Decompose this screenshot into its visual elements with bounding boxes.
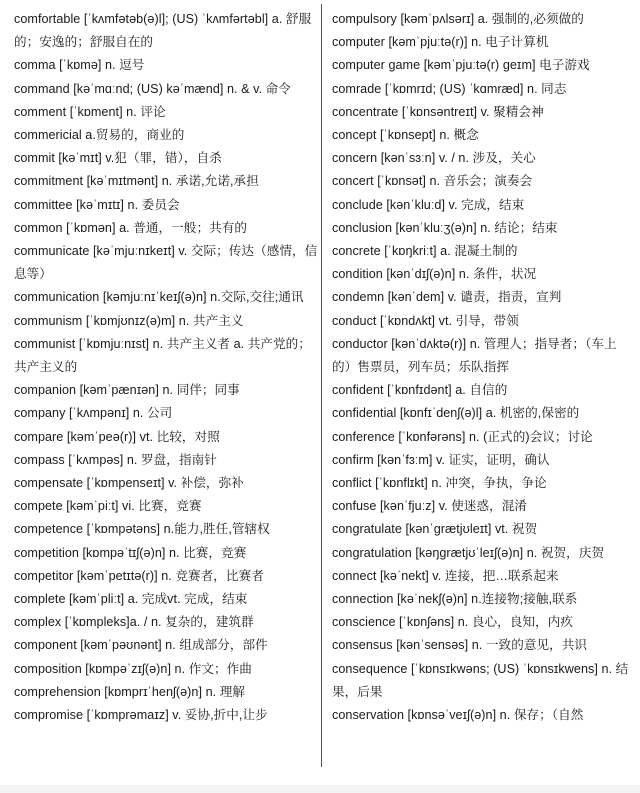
vocab-entry: commitment [kəˈmɪtmənt] n. 承诺,允诺,承担 [14, 174, 259, 189]
vocab-entry: compete [kəmˈpiːt] vi. 比赛，竞赛 [14, 499, 202, 514]
vocab-entry: concept [ˈkɒnsept] n. 概念 [332, 128, 479, 143]
vocab-entry: concert [ˈkɒnsət] n. 音乐会；演奏会 [332, 174, 533, 189]
vocab-entry: compensate [ˈkɒmpenseɪt] v. 补偿，弥补 [14, 476, 244, 491]
vocab-entry: conductor [kənˈdʌktə(r)] n. 管理人；指导者；（车上的）售票员，列车员；乐队指挥 [332, 336, 617, 375]
vocab-entry: companion [kəmˈpænɪən] n. 同伴；同事 [14, 383, 240, 398]
vocab-entry: condemn [kənˈdem] v. 谴责，指责，宣判 [332, 290, 562, 305]
vocab-entry: consequence [ˈkɒnsɪkwəns; (US) ˈkɒnsɪkwens] n. 结果，后果 [332, 661, 629, 699]
vocab-entry: connect [kəˈnekt] v. 连接，把…联系起来 [332, 568, 559, 583]
vocab-entry: composition [kɒmpəˈzɪʃ(ə)n] n. 作文；作曲 [14, 661, 252, 676]
vocab-entry: communicate [kəˈmjuːnɪkeɪt] v. 交际；传达（感情，信息等） [14, 244, 318, 282]
vocab-entry: congratulate [kənˈɡrætjʊleɪt] vt. 祝贺 [332, 522, 538, 537]
left-column [14, 8, 319, 727]
vocab-entry: communist [ˈkɒmjuːnɪst] n. 共产主义者 a. 共产党的；共产主义的 [14, 336, 311, 375]
vocab-entry: compare [kəmˈpeə(r)] vt. 比较，对照 [14, 429, 220, 444]
vocab-entry: communism [ˈkɒmjʊnɪz(ə)m] n. 共产主义 [14, 313, 244, 328]
vocab-entry: company [ˈkʌmpənɪ] n. 公司 [14, 406, 173, 421]
vocab-entry: condition [kənˈdɪʃ(ə)n] n. 条件，状况 [332, 267, 537, 282]
vocab-entry: concentrate [ˈkɒnsəntreɪt] v. 聚精会神 [332, 104, 544, 119]
vocab-entry: complex [ˈkɒmpleks]a. / n. 复杂的，建筑群 [14, 615, 254, 630]
vocab-entry: comrade [ˈkɒmrɪd; (US) ˈkɑmræd] n. 同志 [332, 81, 567, 96]
vocab-entry: conclude [kənˈkluːd] v. 完成，结束 [332, 197, 525, 212]
vocab-entry: commit [kəˈmɪt] v.犯（罪，错），自杀 [14, 151, 222, 166]
vocab-entry: confirm [kənˈfɜːm] v. 证实，证明，确认 [332, 452, 550, 467]
vocab-entry: connection [kəˈnekʃ(ə)n] n.连接物;接触,联系 [332, 592, 578, 607]
vocab-entry: conduct [ˈkɒndʌkt] vt. 引导，带领 [332, 313, 519, 328]
vocab-entry: competition [kɒmpəˈtɪʃ(ə)n] n. 比赛，竞赛 [14, 545, 247, 560]
vocab-entry: computer game [kəmˈpjuːtə(r) geɪm] 电子游戏 [332, 58, 590, 73]
vocab-entry: committee [kəˈmɪtɪ] n. 委员会 [14, 197, 180, 212]
vocab-entry: consensus [kənˈsensəs] n. 一致的意见，共识 [332, 638, 588, 653]
vocab-entry: communication [kəmjuːnɪˈkeɪʃ(ə)n] n.交际,交往;通讯 [14, 290, 304, 305]
vocab-entry: commericial a.贸易的，商业的 [14, 128, 185, 143]
vocab-entry: competitor [kəmˈpetɪtə(r)] n. 竞赛者，比赛者 [14, 568, 264, 583]
vocab-entry: conference [ˈkɒnfərəns] n. (正式的)会议；讨论 [332, 429, 593, 444]
vocab-entry: concrete [ˈkɒŋkriːt] a. 混凝土制的 [332, 244, 518, 259]
vocab-entry: competence [ˈkɒmpətəns] n.能力,胜任,管辖权 [14, 522, 270, 537]
vocab-entry: compulsory [kəmˈpʌlsərɪ] a. 强制的,必须做的 [332, 12, 584, 26]
vocab-entry: common [ˈkɒmən] a. 普通，一般；共有的 [14, 220, 248, 235]
vocab-entry: conscience [ˈkɒnʃəns] n. 良心，良知，内疚 [332, 615, 574, 630]
vocab-entry: conclusion [kənˈkluːʒ(ə)n] n. 结论；结束 [332, 220, 558, 235]
vocab-entry: confuse [kənˈfjuːz] v. 使迷惑，混淆 [332, 499, 528, 514]
vocab-entry: complete [kəmˈpliːt] a. 完成vt. 完成，结束 [14, 592, 248, 607]
vocab-entry: compass [ˈkʌmpəs] n. 罗盘，指南针 [14, 452, 217, 467]
vocab-entry: compromise [ˈkɒmprəmaɪz] v. 妥协,折中,让步 [14, 708, 268, 723]
vocab-entry: confident [ˈkɒnfɪdənt] a. 自信的 [332, 383, 508, 398]
right-column [332, 8, 632, 727]
vocab-entry: command [kəˈmɑːnd; (US) kəˈmænd] n. & v. 命令 [14, 81, 291, 96]
vocab-entry: comma [ˈkɒmə] n. 逗号 [14, 58, 145, 73]
vocab-entry: confidential [kɒnfɪˈdenʃ(ə)l] a. 机密的,保密的 [332, 406, 580, 421]
vocab-entry: congratulation [kəŋɡrætjʊˈleɪʃ(ə)n] n. 祝贺，庆贺 [332, 545, 605, 560]
page-bottom-edge [0, 785, 640, 793]
vocab-entry: conservation [kɒnsəˈveɪʃ(ə)n] n. 保存；（自然 [332, 708, 584, 723]
vocab-entry: concern [kənˈsɜːn] v. / n. 涉及，关心 [332, 151, 536, 166]
vocab-entry: conflict [ˈkɒnflɪkt] n. 冲突，争执，争论 [332, 476, 547, 491]
vocab-entry: comfortable [ˈkʌmfətəb(ə)l]; (US) ˈkʌmfərtəbl] a. 舒服的；安逸的；舒服自在的 [14, 12, 312, 50]
vocab-entry: comment [ˈkɒment] n. 评论 [14, 104, 166, 119]
vocab-entry: comprehension [kɒmprɪˈhenʃ(ə)n] n. 理解 [14, 684, 246, 699]
vocab-entry: component [kəmˈpəʊnənt] n. 组成部分，部件 [14, 638, 268, 653]
column-divider [321, 4, 322, 767]
vocab-entry: computer [kəmˈpjuːtə(r)] n. 电子计算机 [332, 35, 549, 50]
